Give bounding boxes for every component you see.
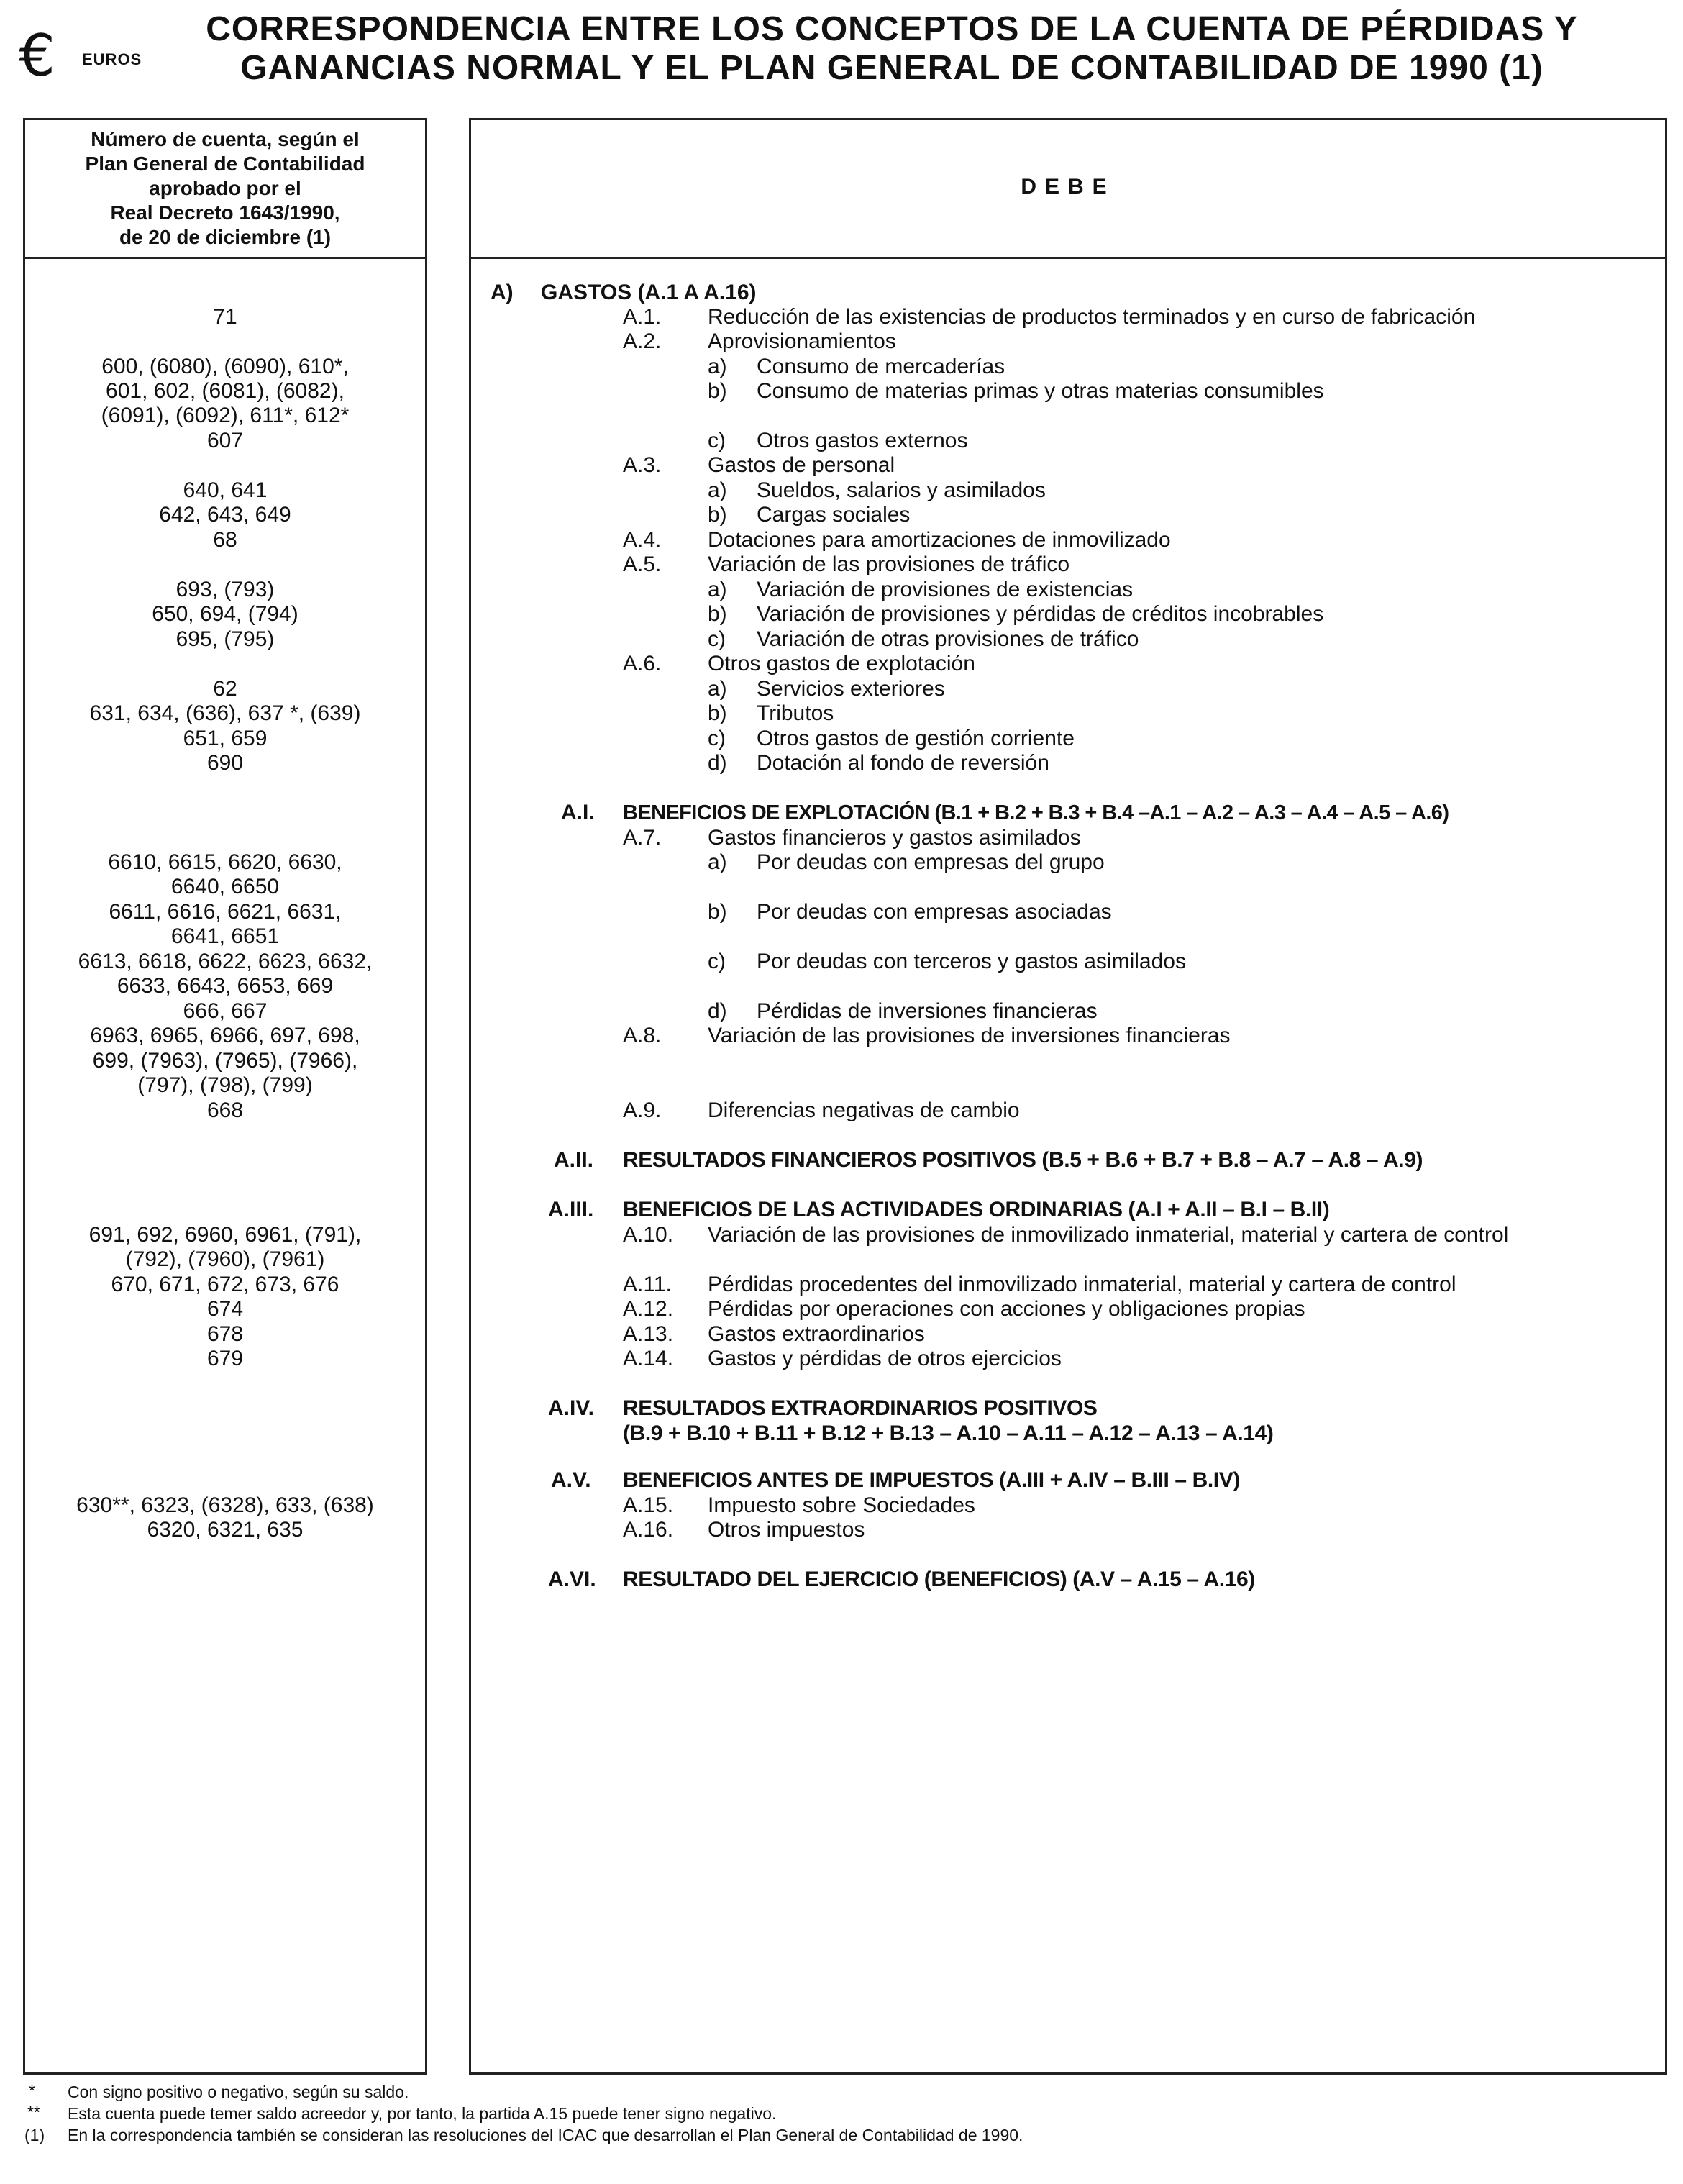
- debe-code: a): [708, 677, 727, 701]
- account-line: 607: [206, 429, 244, 452]
- debe-code: A.V.: [551, 1468, 591, 1492]
- debe-text: Variación de las provisiones de inversiones financieras: [708, 1024, 1231, 1047]
- debe-code: c): [708, 429, 726, 452]
- debe-text: Pérdidas por operaciones con acciones y obligaciones propias: [708, 1297, 1305, 1321]
- account-line: 699, (7963), (7965), (7966),: [92, 1049, 358, 1073]
- header-line: Número de cuenta, según el: [91, 128, 360, 150]
- debe-column: [469, 118, 1667, 2075]
- account-line: 630**, 6323, (6328), 633, (638): [76, 1493, 374, 1517]
- account-line: 600, (6080), (6090), 610*,: [101, 355, 349, 378]
- debe-code: A.10.: [623, 1223, 674, 1247]
- debe-text: Gastos y pérdidas de otros ejercicios: [708, 1347, 1062, 1370]
- debe-text: Dotación al fondo de reversión: [757, 751, 1049, 775]
- account-line: 6610, 6615, 6620, 6630,: [108, 850, 342, 874]
- account-line: 6613, 6618, 6622, 6623, 6632,: [78, 950, 373, 973]
- debe-text: Otros gastos externos: [757, 429, 968, 452]
- account-line: 6611, 6616, 6621, 6631,: [109, 900, 342, 924]
- account-line: 666, 667: [183, 999, 268, 1023]
- account-line: 679: [206, 1347, 244, 1370]
- debe-code: A.VI.: [548, 1568, 596, 1591]
- debe-text: Variación de otras provisiones de tráfico: [757, 627, 1139, 651]
- account-line: 6640, 6650: [170, 875, 280, 898]
- account-line: 670, 671, 672, 673, 676: [111, 1273, 339, 1296]
- debe-code: A.1.: [623, 305, 662, 329]
- debe-code: b): [708, 503, 727, 527]
- account-line: 6963, 6965, 6966, 697, 698,: [90, 1024, 360, 1047]
- debe-code: b): [708, 900, 727, 924]
- account-line: 642, 643, 649: [159, 503, 291, 527]
- debe-code: A): [491, 281, 514, 304]
- debe-code: d): [708, 999, 727, 1023]
- euro-logo: [19, 22, 142, 89]
- debe-text: Aprovisionamientos: [708, 329, 896, 353]
- account-line: 6633, 6643, 6653, 669: [117, 974, 334, 998]
- header-divider: [471, 257, 1665, 259]
- account-line: 695, (795): [175, 627, 275, 651]
- debe-code: A.11.: [623, 1273, 672, 1296]
- debe-code: A.12.: [623, 1297, 674, 1321]
- debe-code: a): [708, 850, 727, 874]
- debe-text: RESULTADOS FINANCIEROS POSITIVOS (B.5 + B.6 + B.7 + B.8 – A.7 – A.8 – A.9): [623, 1148, 1423, 1172]
- debe-text: Gastos extraordinarios: [708, 1322, 925, 1346]
- debe-text: Diferencias negativas de cambio: [708, 1098, 1020, 1122]
- account-line: 6320, 6321, 635: [147, 1518, 304, 1542]
- footnote-text: Esta cuenta puede temer saldo acreedor y, por tanto, la partida A.15 puede tener signo negativo.: [68, 2104, 777, 2123]
- euro-label: EUROS: [82, 50, 142, 68]
- account-line: 68: [213, 528, 237, 552]
- account-line: 690: [206, 751, 244, 775]
- debe-code: A.2.: [623, 329, 662, 353]
- debe-code: A.15.: [623, 1493, 674, 1517]
- debe-text: Tributos: [757, 701, 834, 725]
- debe-code: A.I.: [561, 801, 595, 824]
- debe-code: a): [708, 578, 727, 601]
- euro-icon: €: [19, 22, 55, 89]
- debe-text: Por deudas con empresas del grupo: [757, 850, 1105, 874]
- debe-text: Variación de las provisiones de tráfico: [708, 552, 1070, 576]
- debe-code: A.3.: [623, 453, 662, 477]
- header-line: Real Decreto 1643/1990,: [110, 201, 340, 224]
- debe-text: Variación de provisiones de existencias: [757, 578, 1134, 601]
- account-line: 601, 602, (6081), (6082),: [106, 379, 345, 403]
- debe-text: BENEFICIOS DE EXPLOTACIÓN (B.1 + B.2 + B.3 + B.4 –A.1 – A.2 – A.3 – A.4 – A.5 – A.6): [623, 801, 1449, 824]
- debe-code: A.6.: [623, 652, 662, 675]
- debe-text: Servicios exteriores: [757, 677, 945, 701]
- debe-code: A.5.: [623, 552, 662, 576]
- header-divider: [25, 257, 425, 259]
- title-line-1: CORRESPONDENCIA ENTRE LOS CONCEPTOS DE LA CUENTA DE PÉRDIDAS Y: [206, 10, 1578, 48]
- account-line: (6091), (6092), 611*, 612*: [101, 404, 350, 427]
- account-line: 6641, 6651: [170, 924, 280, 948]
- header-line: aprobado por el: [149, 177, 301, 199]
- debe-code: d): [708, 751, 727, 775]
- account-line: 668: [206, 1098, 244, 1122]
- account-line: 691, 692, 6960, 6961, (791),: [88, 1223, 362, 1247]
- debe-code: c): [708, 950, 726, 973]
- debe-code: A.14.: [623, 1347, 674, 1370]
- account-line: 674: [206, 1297, 244, 1321]
- account-line: 650, 694, (794): [152, 602, 298, 626]
- footnote-text: Con signo positivo o negativo, según su saldo.: [68, 2083, 409, 2101]
- header-line: de 20 de diciembre (1): [119, 226, 332, 248]
- debe-text: Pérdidas procedentes del inmovilizado inmaterial, material y cartera de control: [708, 1273, 1456, 1296]
- debe-code: c): [708, 727, 726, 750]
- debe-text: RESULTADO DEL EJERCICIO (BENEFICIOS) (A.V – A.15 – A.16): [623, 1568, 1255, 1591]
- debe-text: Impuesto sobre Sociedades: [708, 1493, 975, 1517]
- account-line: 71: [213, 305, 237, 329]
- debe-code: b): [708, 379, 727, 403]
- debe-text: Sueldos, salarios y asimilados: [757, 478, 1046, 502]
- debe-text: GASTOS (A.1 A A.16): [541, 281, 757, 304]
- debe-text: (B.9 + B.10 + B.11 + B.12 + B.13 – A.10 – A.11 – A.12 – A.13 – A.14): [623, 1421, 1274, 1445]
- footnote-mark: *: [29, 2081, 35, 2100]
- account-line: 678: [206, 1322, 244, 1346]
- debe-code: A.III.: [548, 1198, 594, 1221]
- debe-text: Consumo de materias primas y otras materias consumibles: [757, 379, 1324, 403]
- debe-code: b): [708, 701, 727, 725]
- debe-code: A.13.: [623, 1322, 674, 1346]
- debe-text: Consumo de mercaderías: [757, 355, 1005, 378]
- debe-code: A.IV.: [548, 1396, 594, 1420]
- footnote-mark: **: [27, 2103, 40, 2121]
- debe-code: a): [708, 478, 727, 502]
- debe-text: Otros gastos de gestión corriente: [757, 727, 1075, 750]
- debe-text: Gastos financieros y gastos asimilados: [708, 826, 1081, 850]
- debe-text: Cargas sociales: [757, 503, 911, 527]
- debe-text: BENEFICIOS DE LAS ACTIVIDADES ORDINARIAS (A.I + A.II – B.I – B.II): [623, 1198, 1330, 1221]
- debe-text: Por deudas con empresas asociadas: [757, 900, 1112, 924]
- title-line-2: GANANCIAS NORMAL Y EL PLAN GENERAL DE CONTABILIDAD DE 1990 (1): [240, 49, 1543, 87]
- debe-text: Gastos de personal: [708, 453, 895, 477]
- debe-text: Reducción de las existencias de productos terminados y en curso de fabricación: [708, 305, 1476, 329]
- debe-text: Dotaciones para amortizaciones de inmovilizado: [708, 528, 1171, 552]
- debe-text: BENEFICIOS ANTES DE IMPUESTOS (A.III + A.IV – B.III – B.IV): [623, 1468, 1240, 1492]
- account-line: 651, 659: [183, 727, 268, 750]
- account-line: 62: [213, 677, 237, 701]
- account-line: (792), (7960), (7961): [125, 1247, 325, 1271]
- debe-code: c): [708, 627, 726, 651]
- debe-text: Otros gastos de explotación: [708, 652, 975, 675]
- footnote-mark: (1): [24, 2126, 45, 2144]
- debe-text: RESULTADOS EXTRAORDINARIOS POSITIVOS: [623, 1396, 1098, 1420]
- debe-text: Variación de las provisiones de inmovilizado inmaterial, material y cartera de control: [708, 1223, 1509, 1247]
- debe-code: A.II.: [554, 1148, 594, 1172]
- account-column-header: [25, 127, 425, 250]
- account-line: 640, 641: [183, 478, 268, 502]
- debe-code: b): [708, 602, 727, 626]
- account-line: 631, 634, (636), 637 *, (639): [89, 701, 361, 725]
- account-line: (797), (798), (799): [137, 1073, 313, 1097]
- debe-text: Pérdidas de inversiones financieras: [757, 999, 1098, 1023]
- debe-text: Variación de provisiones y pérdidas de créditos incobrables: [757, 602, 1324, 626]
- debe-header: DEBE: [1021, 175, 1116, 199]
- debe-code: A.9.: [623, 1098, 662, 1122]
- account-line: 693, (793): [175, 578, 275, 601]
- debe-text: Por deudas con terceros y gastos asimilados: [757, 950, 1186, 973]
- debe-code: A.16.: [623, 1518, 674, 1542]
- header-line: Plan General de Contabilidad: [85, 153, 365, 175]
- debe-text: Otros impuestos: [708, 1518, 865, 1542]
- debe-code: a): [708, 355, 727, 378]
- page-title: [144, 10, 1640, 88]
- debe-code: A.4.: [623, 528, 662, 552]
- debe-code: A.8.: [623, 1024, 662, 1047]
- footnote-text: En la correspondencia también se consideran las resoluciones del ICAC que desarrollan el Plan General de Contabilidad de 1990.: [68, 2126, 1023, 2144]
- debe-code: A.7.: [623, 826, 662, 850]
